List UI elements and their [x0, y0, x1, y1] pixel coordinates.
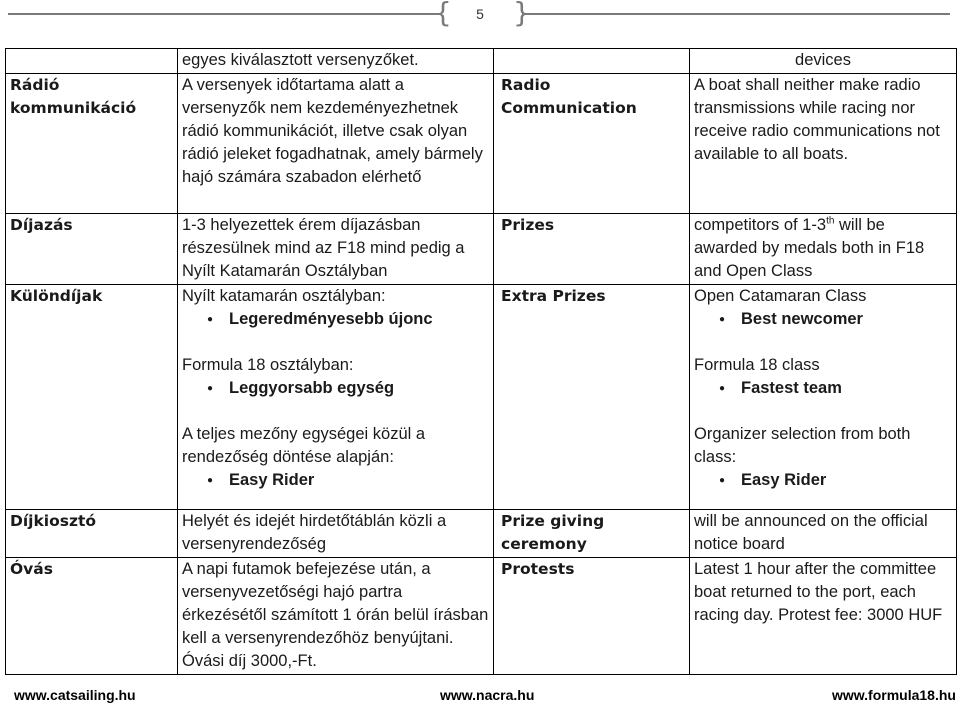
page-header — [0, 0, 960, 32]
table-row — [6, 558, 957, 675]
footer-link-formula18[interactable]: www.formula18.hu — [832, 687, 956, 703]
group-intro: Formula 18 osztályban: — [182, 356, 354, 374]
header-rule-right — [522, 13, 950, 15]
left-brace: { — [434, 0, 452, 29]
hu-term: Díjazás — [6, 214, 178, 285]
list-item: ● Easy Rider — [182, 469, 489, 492]
right-brace: } — [513, 0, 531, 29]
en-term: Radio Communication — [494, 74, 690, 214]
en-text — [690, 285, 957, 510]
list-item: ● Best newcomer — [694, 308, 952, 331]
en-term: Prizes — [494, 214, 690, 285]
en-term: Protests — [494, 558, 690, 675]
en-term: Prize giving ceremony — [494, 510, 690, 558]
table-row — [6, 74, 957, 214]
list-item: ● Legeredményesebb újonc — [182, 308, 489, 331]
hu-term: Különdíjak — [6, 285, 178, 510]
group-intro: Organizer selection from both class: — [694, 425, 911, 466]
hu-text: A versenyek időtartama alatt a versenyzők nem kezdeményezhetnek rádió kommunikációt, illetve csak olyan rádió jeleket fogadhatnak, amely bármely hajó számára szabadon elérhető — [178, 74, 494, 214]
en-text: devices — [690, 49, 957, 74]
en-term: Extra Prizes — [494, 285, 690, 510]
hu-term — [6, 49, 178, 74]
table-row — [6, 285, 957, 510]
table-row — [6, 49, 957, 74]
hu-term: Óvás — [6, 558, 178, 675]
en-text: Latest 1 hour after the committee boat returned to the port, each racing day. Protest fee: 3000 HUF — [690, 558, 957, 675]
en-text: A boat shall neither make radio transmissions while racing nor receive radio communications not available to all boats. — [690, 74, 957, 214]
hu-text: A napi futamok befejezése után, a versenyvezetőségi hajó partra érkezésétől számított 1 órán belül írásban kell a versenyrendezőhöz benyújtani. Óvási díj 3000,-Ft. — [178, 558, 494, 675]
en-text: will be announced on the official notice board — [690, 510, 957, 558]
group-intro: Nyílt katamarán osztályban: — [182, 287, 386, 305]
table-row — [6, 214, 957, 285]
footer-link-catsailing[interactable]: www.catsailing.hu — [14, 687, 136, 703]
hu-term: Díjkiosztó — [6, 510, 178, 558]
footer-link-nacra[interactable]: www.nacra.hu — [440, 687, 535, 703]
en-text: competitors of 1-3th will be awarded by medals both in F18 and Open Class — [690, 214, 957, 285]
table-row — [6, 510, 957, 558]
group-intro: Open Catamaran Class — [694, 287, 867, 305]
hu-term: Rádió kommunikáció — [6, 74, 178, 214]
hu-text: egyes kiválasztott versenyzőket. — [178, 49, 494, 74]
list-item: ● Easy Rider — [694, 469, 952, 492]
en-term — [494, 49, 690, 74]
group-intro: A teljes mezőny egységei közül a rendezőség döntése alapján: — [182, 425, 426, 466]
page-number: 5 — [476, 6, 484, 22]
list-item: ● Leggyorsabb egység — [182, 377, 489, 400]
group-intro: Formula 18 class — [694, 356, 820, 374]
header-rule-left — [8, 13, 440, 15]
hu-text: 1-3 helyezettek érem díjazásban részesülnek mind az F18 mind pedig a Nyílt Katamarán Osztályban — [178, 214, 494, 285]
hu-text: Helyét és idejét hirdetőtáblán közli a versenyrendezőség — [178, 510, 494, 558]
hu-text — [178, 285, 494, 510]
list-item: ● Fastest team — [694, 377, 952, 400]
rules-table — [5, 48, 957, 675]
